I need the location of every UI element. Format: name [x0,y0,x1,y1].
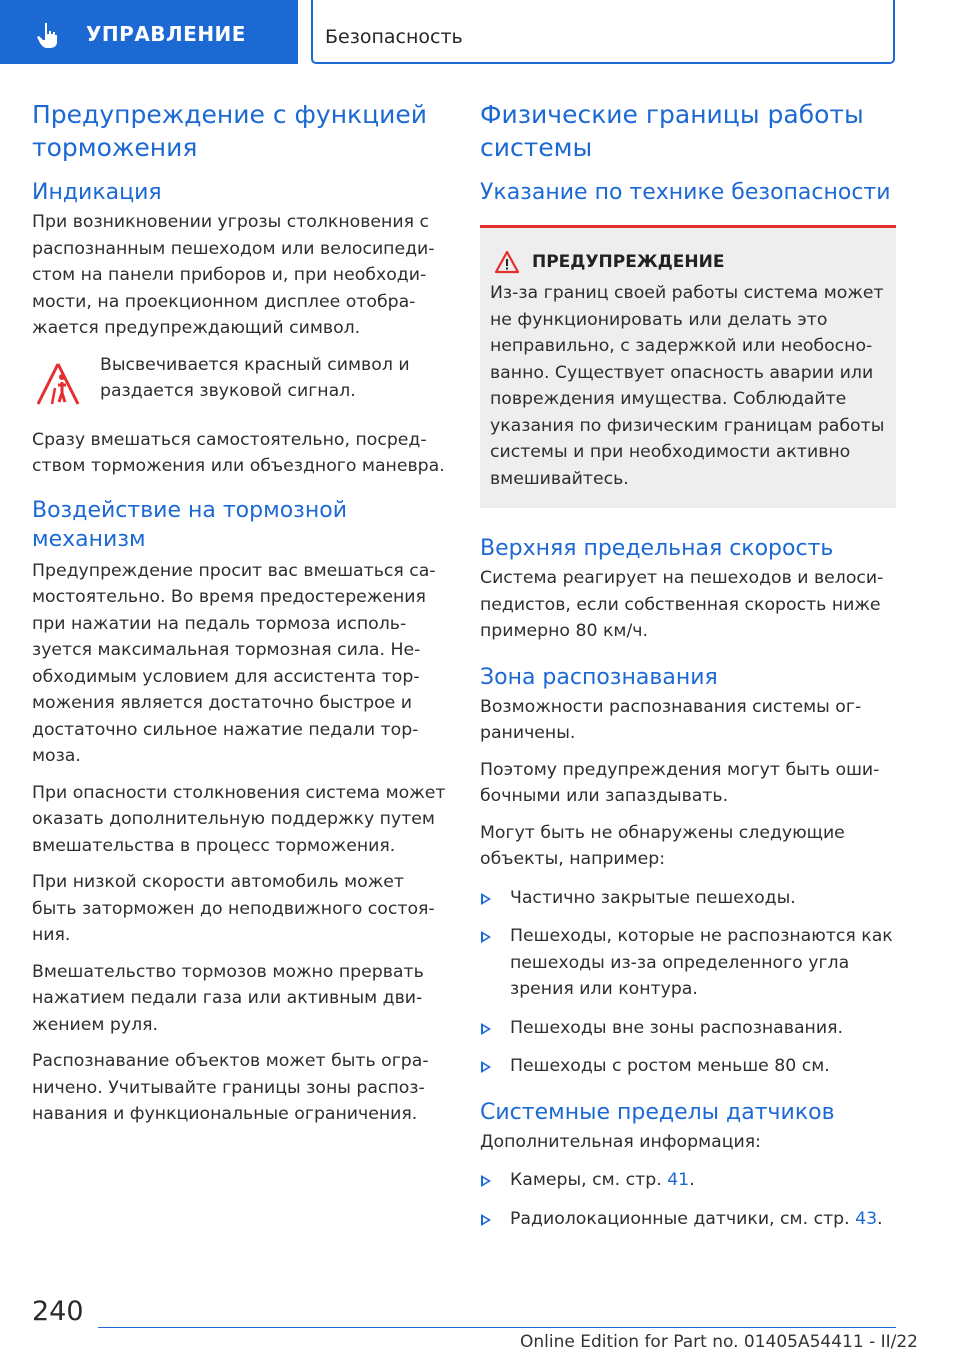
section-title: Безопасность [325,26,463,48]
intervene-text: Сразу вмешаться самостоятельно, посредством торможения или объездного маневра. [32,429,445,476]
left-column [32,98,446,1138]
brake-paragraph: При низкой скорости автомобиль может быть заторможен до неподвижного состояния. [32,872,435,945]
indication-heading: Индикация [32,180,162,205]
indication-text: При возникновении угрозы столкновения с распознанным пешеходом или велосипедистом на панели приборов и, при необходимости, на проекционном дисплее отображается предупреждающий символ. [32,212,435,338]
brake-heading: Воздействие на тормозной механизм [32,497,347,552]
zone-paragraph: Могут быть не обнаружены следующие объекты, например: [480,822,845,869]
brake-paragraph: Распознавание объектов может быть ограничено. Учитывайте границы зоны распознавания и функциональные ограничения. [32,1051,429,1124]
list-item: Камеры, см. стр. 41. [480,1167,896,1194]
symbol-row [32,352,446,415]
zone-list [480,885,896,1080]
sensor-heading: Системные пределы датчиков [480,1099,835,1125]
bullet-arrow-icon [481,1214,491,1226]
warning-label: ПРЕДУПРЕЖДЕНИЕ [532,252,725,272]
speed-text: Система реагирует на пешеходов и велосипедистов, если собственная скорость ниже примерно 80 км/ч. [480,568,884,641]
list-item: Пешеходы с ростом меньше 80 см. [480,1053,896,1080]
right-column [480,98,896,1244]
list-item: Частично закрытые пешеходы. [480,885,896,912]
sensor-intro: Дополнительная информация: [480,1131,761,1152]
bullet-arrow-icon [481,1175,491,1187]
warning-header [490,250,886,274]
symbol-text: Высвечивается красный символ и раздается звуковой сигнал. [100,354,410,401]
list-item: Пешеходы вне зоны распознавания. [480,1015,896,1042]
safety-heading: Указание по технике безопасности [480,180,891,205]
warning-box [480,225,896,508]
right-title: Физические границы работы системы [480,100,864,162]
zone-paragraph: Возможности распознавания системы ограничены. [480,696,862,743]
section-tab [0,0,298,64]
pedestrian-warning-icon [32,358,84,410]
brake-paragraph: Предупреждение просит вас вмешаться самостоятельно. Во время предостережения при нажатии на педаль тормоза используется максимальная тормозная сила. Необходимым условием для ассистента торможения является достаточно быстрое и достаточно сильное нажатие педали тормоза. [32,560,436,766]
left-title: Предупреждение с функцией торможения [32,100,428,162]
footer-divider [98,1327,896,1328]
brake-paragraph: Вмешательство тормозов можно прервать нажатием педали газа или активным движением руля. [32,961,424,1035]
brake-paragraph: При опасности столкновения система может оказать дополнительную поддержку путем вмешательства в процесс торможения. [32,782,446,856]
hand-pointer-icon [34,20,64,50]
page-link[interactable]: 43 [855,1208,878,1229]
page-link[interactable]: 41 [667,1170,690,1190]
edition-text: Online Edition for Part no. 01405A54411 - II/22 [519,1332,918,1352]
warning-triangle-icon [494,250,520,274]
section-tab-label: УПРАВЛЕНИЕ [86,22,246,46]
list-item: Пешеходы, которые не распознаются как пешеходы из-за определенного угла зрения или контура. [480,923,896,1003]
zone-heading: Зона распознавания [480,664,718,690]
bullet-arrow-icon [481,931,491,943]
zone-paragraph: Поэтому предупреждения могут быть ошибочными или запаздывать. [480,759,880,806]
page-number: 240 [32,1296,84,1327]
sensor-list [480,1167,896,1232]
speed-heading: Верхняя предельная скорость [480,536,834,561]
warning-text: Из-за границ своей работы система может не функционировать или делать это неправильно, с задержкой или необоснованно. Существует опасность аварии или повреждения имущества. Соблюдайте указания по физическим границам работы системы и при необходимости активно вмешивайтесь. [490,283,885,489]
bullet-arrow-icon [481,893,491,905]
bullet-arrow-icon [481,1023,491,1035]
list-item: Радиолокационные датчики, см. стр. 43. [480,1206,896,1233]
bullet-arrow-icon [481,1061,491,1073]
